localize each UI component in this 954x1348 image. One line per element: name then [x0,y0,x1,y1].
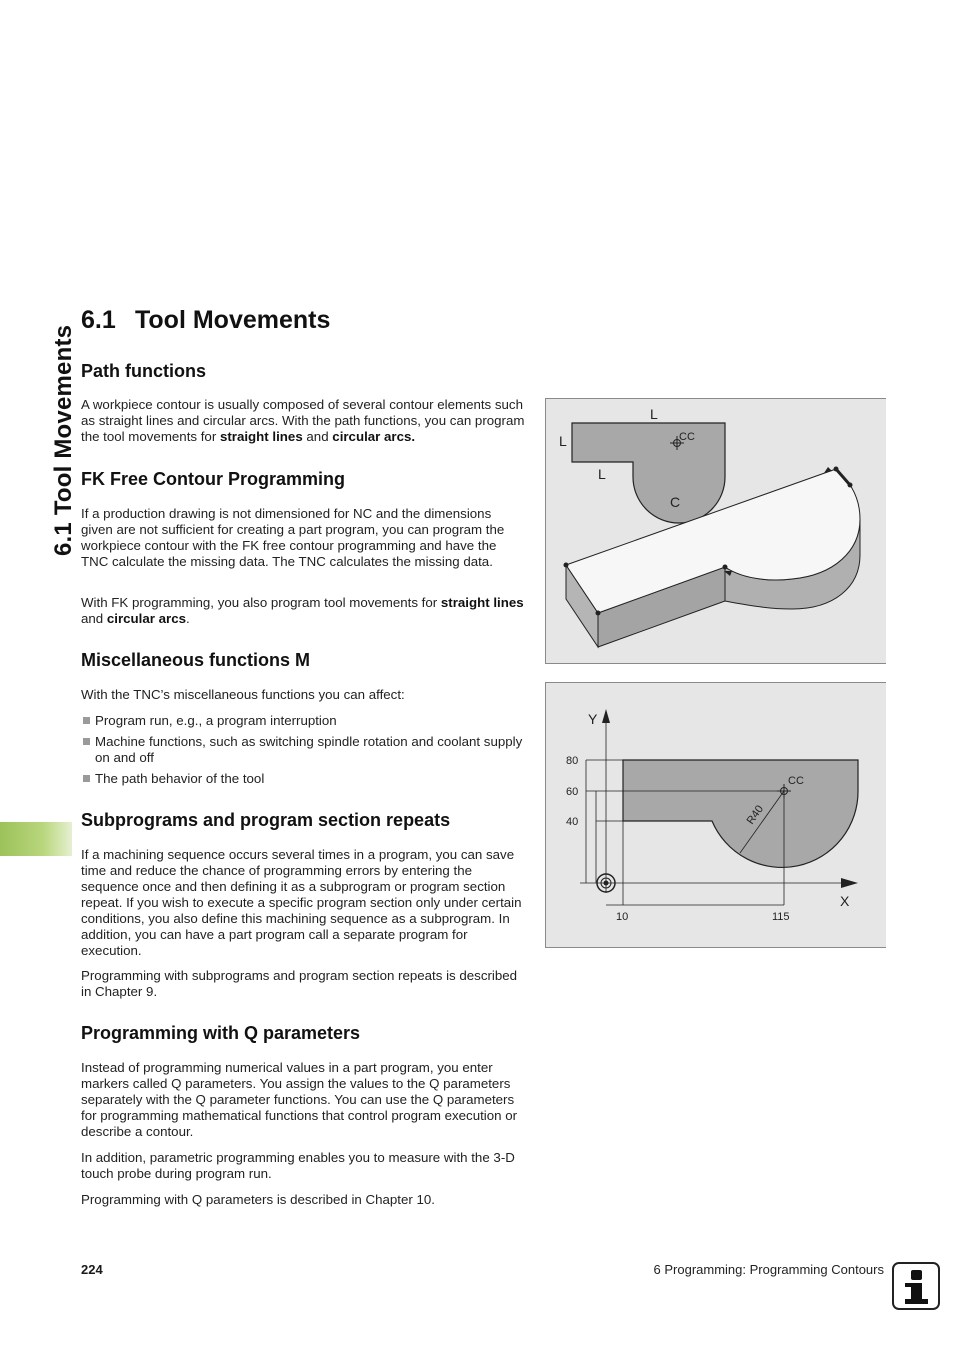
list-item: Machine functions, such as switching spindle rotation and coolant supply on and off [81,734,526,766]
paragraph-misc-intro: With the TNC’s miscellaneous functions you can affect: [81,687,405,702]
label-line-top: L [650,406,658,422]
figure-dimensioned-contour [545,682,886,948]
radius-label: R40 [744,803,767,827]
page-number: 224 [81,1262,103,1277]
heading-path-functions: Path functions [81,361,206,381]
paragraph-q-1: Instead of programming numerical values in a part program, you enter markers called Q parameters. You assign the values to the Q parameters separately with the Q parameter functions. You can use the Q parameters for programming mathematical functions that control program execution or describe a contour. [81,1060,518,1139]
paragraph-subprograms-1: If a machining sequence occurs several times in a program, you can save time and reduce the chance of programming errors by entering the sequence once and then defining it as a subprogram or program section repeat. If you wish to execute a specific program section only under certain conditions, you also define this machining sequence as a subprogram. In addition, you can have a part program call a separate program for execution. [81,847,522,958]
section-number: 6.1 [81,306,116,334]
list-item: The path behavior of the tool [81,771,526,787]
y-tick-label: 60 [566,786,579,798]
chapter-footer: 6 Programming: Programming Contours [653,1262,884,1277]
x-axis-label: X [840,893,850,909]
side-tab-accent [0,822,72,856]
bullet-square-icon [83,717,90,724]
y-axis-label: Y [588,711,598,727]
paragraph-q-2: In addition, parametric programming enables you to measure with the 3-D touch probe during program run. [81,1150,515,1181]
bullet-square-icon [83,738,90,745]
paragraph-fk-2: With FK programming, you also program tool movements for straight lines and circular arcs. [81,595,524,626]
y-axis-arrow [602,709,610,723]
dimensioned-shape [623,760,858,867]
list-item: Program run, e.g., a program interruption [81,713,526,729]
bullet-square-icon [83,775,90,782]
info-icon [892,1262,940,1310]
paragraph-path-functions: A workpiece contour is usually composed of several contour elements such as straight lines and circular arcs. With the path functions, you can program the tool movements for straight lines and circular arcs. [81,397,525,444]
heading-subprograms: Subprograms and program section repeats [81,810,451,830]
heading-q-parameters: Programming with Q parameters [81,1023,361,1043]
label-circle: C [670,494,681,510]
x-tick-label: 10 [616,911,629,923]
figure-path-elements [545,398,886,664]
paragraph-fk-1: If a production drawing is not dimensioned for NC and the dimensions given are not sufficient for creating a part program, you can program the workpiece contour with the FK free contour programming and have the TNC calculate the missing data. The TNC calculates the missing data. [81,506,505,569]
side-tab-label: 6.1 Tool Movements [50,324,77,556]
heading-fk-programming: FK Free Contour Programming [81,469,346,489]
contour-shape-2d [572,423,725,523]
x-axis-arrow [841,878,858,888]
label-line-bottom: L [598,466,606,482]
paragraph-subprograms-2: Programming with subprograms and program section repeats is described in Chapter 9. [81,968,518,999]
heading-misc-functions: Miscellaneous functions M [81,650,311,670]
y-tick-label: 80 [566,755,579,767]
y-tick-label: 40 [566,816,579,828]
page-title [81,306,330,335]
x-tick-label: 115 [772,911,790,923]
center-label: CC [788,775,804,787]
section-title: Tool Movements [135,306,331,334]
label-circle-center: CC [679,431,695,443]
label-line-left: L [559,433,567,449]
paragraph-q-3: Programming with Q parameters is described in Chapter 10. [81,1192,435,1207]
